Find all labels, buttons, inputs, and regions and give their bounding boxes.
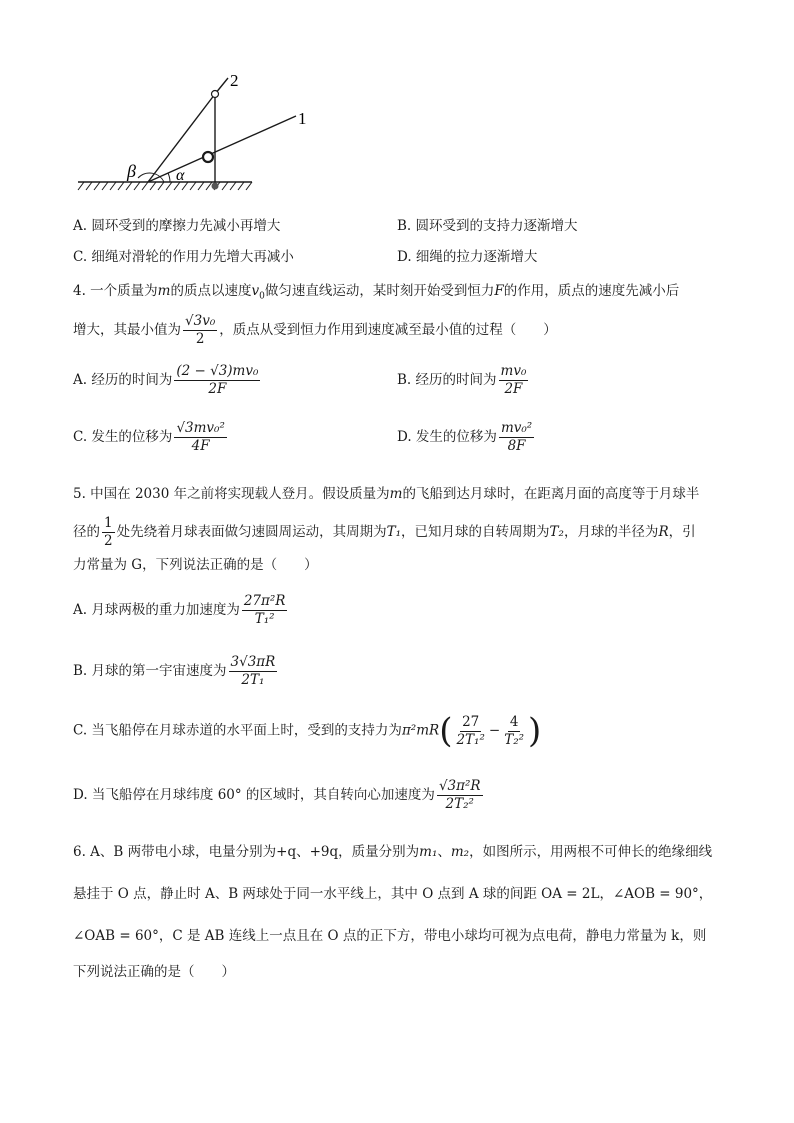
q4-option-c[interactable]: C. 发生的位移为 $\frac{\text{√3mv₀²}}{4F}$ [73, 420, 225, 454]
q3-option-c[interactable]: C. 细绳对滑轮的作用力先增大再减小 [73, 249, 294, 265]
q4-min-velocity-fraction: $\frac{\text{√3v₀}}{2}$ [185, 313, 216, 347]
pulley-ring-diagram [70, 66, 330, 196]
q4-stem-line1: 4. 一个质量为m的质点以速度$v_0$做匀速直线运动，某时刻开始受到恒力F的作用，质点的速度先减小后 [73, 283, 680, 302]
pulley [212, 91, 219, 98]
q4-stem-line2: 增大，其最小值为 $\frac{\text{√3v₀}}{2}$ ，质点从受到恒力作用到速度减至最小值的过程（ ） [73, 313, 557, 347]
q4-option-a[interactable]: A. 经历的时间为 $\frac{\text{(2 − √3)mv₀}}{2F}$ [73, 363, 259, 397]
label-alpha: α [176, 167, 185, 184]
ground-hatching [78, 182, 252, 190]
label-2: 2 [230, 71, 239, 90]
half-fraction: $\frac{1}{2}$ [104, 515, 113, 549]
q3-option-d[interactable]: D. 细绳的拉力逐渐增大 [397, 249, 538, 265]
label-beta: β [127, 161, 136, 181]
q5-option-d[interactable]: D. 当飞船停在月球纬度 60° 的区域时，其自转向心加速度为 $\frac{\text{√3π²R}}{\text{2T₂²}}$ [73, 778, 481, 812]
q5-stem-line3: 力常量为 G，下列说法正确的是（ ） [73, 557, 318, 573]
q4-option-b[interactable]: B. 经历的时间为 $\frac{\text{mv₀}}{2F}$ [397, 363, 527, 397]
q5-option-a[interactable]: A. 月球两极的重力加速度为 $\frac{\text{27π²R}}{\text{T₁²}}$ [73, 593, 286, 627]
ring [203, 152, 213, 162]
alpha-arc [168, 173, 170, 182]
label-1: 1 [298, 109, 307, 128]
q6-stem-line1: 6. A、B 两带电小球，电量分别为+q、+9q，质量分别为m₁、m₂，如图所示，用两根不可伸长的绝缘细线 [73, 844, 713, 860]
q5-option-b[interactable]: B. 月球的第一宇宙速度为 $\frac{3√3\pi R}{\text{2T₁}}$ [73, 654, 276, 688]
q5-option-c[interactable]: C. 当飞船停在月球赤道的水平面上时，受到的支持力为π²mR( $\frac{27}{\text{2T₁²}}$ − $\frac{4}{\text{T₂²}}$ ) [73, 711, 542, 751]
q5-stem-line2: 径的 $\frac{1}{2}$ 处先绕着月球表面做匀速圆周运动，其周期为T₁，已知月球的自转周期为T₂，月球的半径为R，引 [73, 515, 696, 549]
q6-stem-line3: ∠OAB = 60°，C 是 AB 连线上一点且在 O 点的正下方，带电小球均可视为点电荷，静电力常量为 k，则 [73, 928, 707, 944]
q6-stem-line4: 下列说法正确的是（ ） [73, 964, 235, 980]
weight-dot [212, 183, 219, 190]
q4-option-d[interactable]: D. 发生的位移为 $\frac{\text{mv₀²}}{8F}$ [397, 420, 533, 454]
q5-stem-line1: 5. 中国在 2030 年之前将实现载人登月。假设质量为m的飞船到达月球时，在距离月面的高度等于月球半 [73, 486, 700, 502]
q3-option-a[interactable]: A. 圆环受到的摩擦力先减小再增大 [73, 218, 281, 234]
q3-option-b[interactable]: B. 圆环受到的支持力逐渐增大 [397, 218, 578, 234]
rod-1 [148, 116, 296, 182]
q6-stem-line2: 悬挂于 O 点，静止时 A、B 两球处于同一水平线上，其中 O 点到 A 球的间距 OA = 2L，∠AOB = 90°， [73, 886, 713, 902]
